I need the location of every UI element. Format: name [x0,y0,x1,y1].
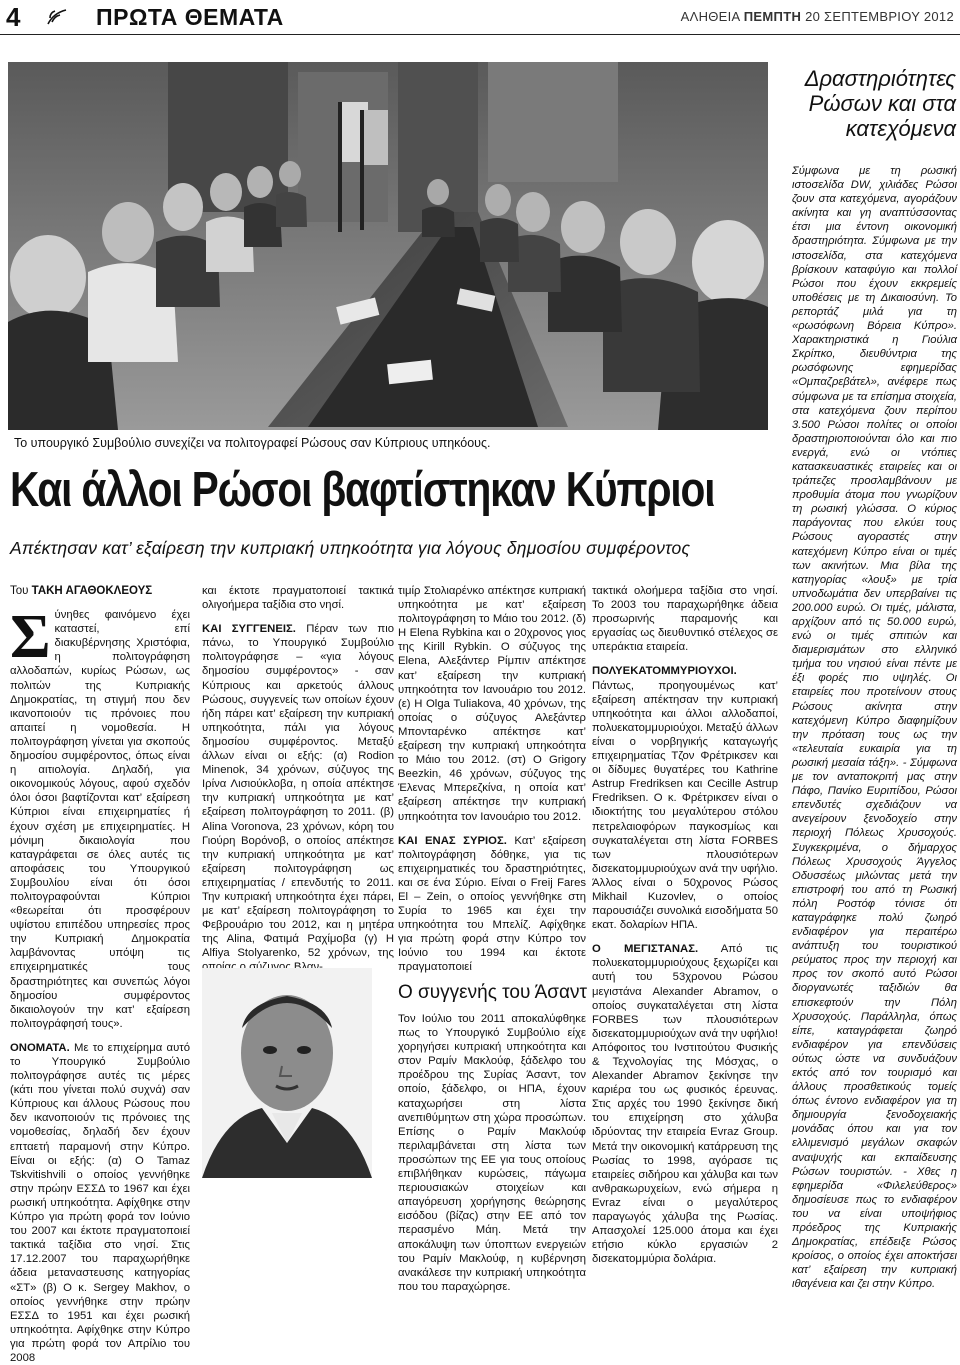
relatives-text: Πέραν των πιο πάνω, το Υπουργικό Συμβούλιο πολιτογράφησε – «για λόγους δημοσίου συμφέροντος» - σαν Κύπριους και αρκετούς άλλους Ρώσους, συγγενείς των οποίων έχουν ήδη πάρει κατ’ εξαίρεση την κυπριακή υπηκοότητα, πάλι για λόγους δημοσίου συμφέροντος. Μεταξύ άλλων είναι οι εξής: (α) Rodion Minenok, 34 χρόνων, σύζυγος της Ιρίνα Λισιούκλοβα, η οποία απέκτησε την κυπριακή υπηκοότητα με κατ’ εξαίρεση πολιτογράφηση το 2011. (β) Alina Voronova, 23 χρόνων, κόρη του Γιούρη Βορόνοβ, ο οποίος απέκτησε την κυπριακή υπηκοότητα με κατ’ εξαίρεση πολιτογράφηση ως επιχειρηματίας / επενδυτής το 2011. Την κυπριακή υπηκοότητα έχει πάρει, με κατ’ εξαίρεση πολιτογράφηση το Φεβρουάριο του 2012, και η μητέρα της Alina, Φατιμά Ραχίμοβα (γ) Η Alfiya Stolyarenko, 52 χρόνων, της [202,623,395,960]
subheading-syrian: ΚΑΙ ΕΝΑΣ ΣΥΡΙΟΣ. [398,834,507,847]
header-rule [0,34,960,35]
byline [10,584,190,598]
col3-lead: τιμίρ Στολιαρένκο απέκτησε κυπριακή υπηκοότητα με κατ’ εξαίρεση πολιτογράφηση το Μάιο του 2012. (δ) Η Elena Rybkina και ο 20χρονος γιος της Kirill Rybkin. Ο σύζυγος της Elena, Αλεξάντερ Ρίμπιν απέκτησε κατ’ εξαίρεση την κυπριακή υπηκοότητα τον Ιανουάριο του 2012. (ε) Η Olga Tuliakova, 40 χρόνων, της οποίας ο σύζυγος Αλεξάντερ Μπονταρένκο απέκτησε κατ’ εξαίρεση την κυπριακή υπηκοότητα το Μάιο του 2012. (στ) O Grigory Beezkin, 46 χρόνων, σύζυγος της Έλενας Μπερεζκίνα, η οποία κατ’ εξαίρεση απέκτησε την κυπριακή υπηκοότητα τον Ιανουάριο του 2012. [398,585,586,823]
intro-text: ύνηθες φαινόμενο έχει καταστεί, επί διακυβέρνησης Χριστόφια, η πολιτογράφηση αλλοδαπών, κυρίως Ρώσων, ως πολιτών της Κυπριακής Δημοκρατίας, τη στιγμή που δεν ικανοποιούν τις πρόνοιες που απαιτεί η νομοθεσία. Η πολιτογράφηση γίνεται για σκοπούς δημοσίου συμφέροντος, όπως είναι η αιτιολογία. Δηλαδή, για οικονομικούς λόγους, αφού σχεδόν όλοι όσοι βαφτίζονται κατ’ εξαίρεση Κύπριοι είναι επιχειρηματίες ή έχουν σχέση με επιχειρηματίες. Η μόνιμη δικαιολογία που καταγράφεται σε όλες αυτές τις αποφάσεις του Υπουργικού Συμβουλίου είναι ότι όσοι πολιτογραφούνται Κύπριοι «θεωρείται ότι προσφέρουν υψίστου επιπέδου υπηρεσίες προς την Κυπριακή Δημοκρατία λαμβάνοντας υπόψη τις επιχειρηματικές τους δραστηριότητες και συνεπώς λόγοι δημοσίου συμφέροντος δικαιολογούν την κατ’ εξαίρεση πολιτογράφησή τους». [10,609,190,1030]
weekday: ΠΕΜΠΤΗ [743,9,802,24]
dateline [681,9,954,24]
millionaires-text: Πάντως, προηγουμένως κατ’ εξαίρεση απέκτησαν την κυπριακή υπηκοότητα και άλλοι αλλοδαποί, πολυεκατομμυριούχοι. Μεταξύ άλλων είναι ο νορβηγικής καταγωγής επιχειρηματίας Τζον Φρέτρικσεν και οι δίδυμες θυγατέρες του Kathrine Astrup Fredriksen και Cecille Astrup Fredriksen. Ο κ. Φρέτρικσεν είναι ο ιδιοκτήτης του μεγαλύτερου στόλου πετρελαιοφόρων παγκοσμίως και συγκαταλέγεται στη λίστα FORBES των πλουσιότερων δισεκατομμυριούχων ανά την υφήλιο. Άλλος είναι ο 50χρονος Ρώσος Mikhail Kuzovlev, ο οποίος παρουσιάζει συνολικά εισοδήματα 50 εκατ. δολαρίων ΗΠΑ. [592,679,779,932]
subheading-tycoon: Ο ΜΕΓΙΣΤΑΝΑΣ. [592,943,699,956]
col4-lead: τακτικά ολοήμερα ταξίδια στο νησί. Το 2003 του παραχωρήθηκε άδεια προσωρινής παραμονής και εργασίας ως διευθυντικό στέλεχος σε υπεράκτια εταιρεία. [592,585,778,654]
syrian-paragraph [398,834,586,975]
article-column-2 [202,584,394,975]
section-title: ΠΡΩΤΑ ΘΕΜΑΤΑ [96,4,284,30]
tycoon-text: Από τις πολυεκατομμυριούχους ξεχωρίζει και αυτή του 53χρονου Ρώσου μεγιστάνα Alexander Abramov, ο οποίος συγκαταλέγεται στη λίστα FORBES των πλουσιότερων δισεκατομμυριούχων ανά την υφήλιο! Απόφοιτος του Ινστιτούτου Φυσικής & Τεχνολογίας της Μόσχας, ο Alexander Abramov ξεκίνησε την καριέρα του ως φυσικός έρευνας. Στις αρχές του 1990 ξεκίνησε δική του επιχείρηση στο χάλυβα ιδρύοντας την εταιρεία Evraz Group. Μετά την οικονομική κατάρρευση της Ρωσίας το 1998, αγόρασε τις εταιρείες σιδήρου και χάλυβα και των ανθρακωρυχείων, ενώ σήμερα η Evraz είναι ο μεγαλύτερος παραγωγός χάλυβα της Ρωσίας. Απασχολεί 125.000 άτομα και έχει ετήσιο κύκλο εργασιών 2 δισεκατομμύρια δολάρια. [592,943,779,1266]
photo-caption: Το υπουργικό Συμβούλιο συνεχίζει να πολιτογραφεί Ρώσους σαν Κύπριους υπηκόους. [14,436,491,450]
intro-paragraph [10,603,190,1031]
page-number: 4 [6,2,21,32]
byline-prefix: Του [10,585,29,597]
subheading-millionaires: ΠΟΛΥΕΚΑΤΟΜΜΥΡΙΟΥΧΟΙ. [592,665,737,678]
relatives-paragraph [202,622,394,974]
millionaires-paragraph [592,664,778,932]
box-title: Ο συγγενής του Άσαντ [398,982,587,1003]
drop-cap: Σ [10,603,51,672]
sidebar-title: Δραστηριότητες Ρώσων και στα κατεχόμενα [804,66,956,141]
issue-date: 20 ΣΕΠΤΕΜΒΡΙΟΥ 2012 [805,9,954,24]
paper-name: ΑΛΗΘΕΙΑ [680,9,740,24]
subheading-relatives: ΚΑΙ ΣΥΓΓΕΝΕΙΣ. [202,623,296,636]
syrian-text: Κατ’ εξαίρεση πολιτογράφηση δόθηκε, για τις επιχειρηματικές του δραστηριότητες, και σε ένα Σύριο. Είναι ο Freij Fares El – Zein, ο οποίος γεννήθηκε στη Συρία το 1965 και έχει την υπηκοότητα του Μπελίζ. Αφίχθηκε για πρώτη φορά στην Κύπρο τον Ιούνιο του 1994 και έκτοτε πραγματοποιεί [398,834,586,974]
headline: Και άλλοι Ρώσοι βαφτίστηκαν Κύπριοι [10,463,715,517]
palm-leaf-icon [44,6,70,28]
subheading-names: ΟΝΟΜΑΤΑ. [10,1041,70,1054]
col2-lead: και έκτοτε πραγματοποιεί τακτικά ολιγοήμερα ταξίδια στο νησί. [202,585,394,612]
names-text: Με το επιχείρημα αυτό το Υπουργικό Συμβούλιο πολιτογράφησε αυτές τις μέρες (κάτι που γίνεται πολύ συχνά) σαν Κύπριους και άλλους Ρώσους που δεν ικανοποιούν τις πρόνοιες της νομοθεσίας, δηλαδή δεν έχουν επταετή παραμονή στην Κύπρο. Είναι οι εξής: (α) O Tamaz Tskvitishvili ο οποίος γεννήθηκε στην πρώην ΕΣΣΔ το 1967 και έχει ρωσική υπηκοότητα. Αφίχθηκε στην Κύπρο για πρώτη φορά τον Ιούνιο του 2007 και έκτοτε πραγματοποιεί τακτικά ταξίδια στο νησί. Στις 17.12.2007 του παραχωρήθηκε άδεια μεταναστευσης κατηγορίας «ΣΤ» (β) O κ. Sergey Makhov, ο οποίος γεννήθηκε στην πρώην ΕΣΣΔ το 1951 και έχει ρωσική υπηκοότητα. Αφίχθηκε στην Κύπρο για πρώτη φορά τον Απρίλιο του 2008 [10,1041,191,1364]
assad-portrait-photo [202,968,372,1178]
tycoon-paragraph [592,942,778,1266]
article-column-3 [398,584,586,975]
page-header [0,0,960,36]
names-paragraph [10,1041,190,1365]
article-column-4 [592,584,778,1266]
subheadline: Απέκτησαν κατ’ εξαίρεση την κυπριακή υπηκοότητα για λόγους δημοσίου συμφέροντος [10,538,691,558]
cabinet-meeting-photo [8,62,768,430]
box-body: Τον Ιούλιο του 2011 αποκαλύφθηκε πως το Υπουργικό Συμβούλιο είχε χορηγήσει κυπριακή υπηκοότητα και στον Ραμίν Μακλούφ, ξάδελφο του προέδρου της Συρίας Άσαντ, τον οποίο, ξάδελφο, οι ΗΠΑ, έχουν καταχωρήσει στη λίστα ανεπιθύμητων στη χώρα προσώπων. Επίσης ο Ραμίν Μακλούφ περιλαμβάνεται στη λίστα των προσώπων της ΕΕ για τους οποίους επιβλήθηκαν κυρώσεις, πάγωμα περιουσιακών στοιχείων και απαγόρευση χορήγησης θεώρησης εισόδου (βίζας) στην ΕΕ από τον περασμένο Μάη. Μετά την αποκάλυψη των ύποπτων ενεργειών του Ραμίν Μακλούφ, η κυβέρνηση ανακάλεσε την κυπριακή υπηκοότητα που του παραχώρησε. [398,1013,586,1293]
sidebar-body: Σύμφωνα με τη ρωσική ιστοσελίδα DW, χιλιάδες Ρώσοι ζουν στα κατεχόμενα, αγοράζουν ακίνητα και γη αναπτύσσοντας έτσι μια έντονη οικονομική δραστηριότητα. Σύμφωνα με την ιστοσελίδα, στα κατεχόμενα βρίσκουν καταφύγιο και πολλοί Ρώσοι που έχουν εκκρεμείς υποθέσεις με τη Δικαιοσύνη. Το ρεπορτάζ μιλά για τη «ρωσόφωνη Βόρεια Κύπρο». Χαρακτηριστικά η Γιούλια Σκρίπκο, διευθύντρια της ρωσόφωνης εφημερίδας «Ομπαζρεβάτελ», ανέφερε πως σύμφωνα με τα επίσημα στοιχεία, στα κατεχόμενα ζουν περίπου 3.500 Ρώσοι πολίτες οι οποίοι δραστηριοποιούνται όλο και πιο ενεργά, ενώ οι ντόπιες κατασκευαστικές εταιρείες και οι τράπεζες προσλαμβάνουν με προθυμία άτομα που γνωρίζουν τη ρωσική γλώσσα. Ο κύριος παράγοντας που ελκύει τους Ρώσους αγοραστές στην κατεχόμενη Κύπρο είναι οι τιμές των ακινήτων. Μια βίλα της κατηγορίας «λουξ» με τρία υπνοδωμάτια δεν υπερβαίνει τις 200.000 ευρώ. Οι τιμές, μάλιστα, αρχίζουν από τις 50.000 ευρώ, ενώ οι τιμές σπιτιών και διαμερισμάτων στο ελληνικό τμήμα του νησιού είναι πέντε με έξι φορές πιο υψηλές. Οι εταιρείες που προτείνουν στους Ρώσους ακίνητα στην κατεχόμενη Κύπρο διαφημίζουν την πρόταση τους ως την «τελευταία ευκαιρία για τη ρωσική μεσαία τάξη». - Σύμφωνα με τον ανταποκριτή μας στην Πάφο, Πανίκο Ευριπίδου, Ρώσοι επενδυτές σχεδιάζουν να ανεγείρουν ξενοδοχείο στην περιοχή Πόλεως Χρυσοχούς. Συγκεκριμένα, ο δήμαρχος Πόλεως Χρυσοχούς Άγγελος Οδυσσέως μιλώντας μετά την επιστροφή του από τη Ρωσική πόλη Ροστόφ τόνισε ότι καταγράφηκε πολύ ζωηρό ενδιαφέρον για περαιτέρω ανάπτυξη του τουριστικού ρεύματος προς την περιοχή και προς τον σκοπό αυτό Ρώσοι διοργανωτές ταξιδιών θα επισκεφτούν την Πόλη Χρυσοχούς. Παράλληλα, όπως είπε, καταγράφεται ζωηρό ενδιαφέρον για επενδύσεις ούτως ώστε να συνδυάζουν εκτός από τον τουρισμό και άλλους προσθετικούς τομείς όπως έντονο ενδιαφέρον για τη δημιουργία ξενοδοχειακής μονάδας όπου και για τον ελλιμενισμό μεγάλων σκαφών αναψυχής και εκπαίδευσης Ρώσων τουριστών. - Χθες η εφημερίδα «Φιλελεύθερος» δημοσίευσε πως το ενδιαφέρον του να είναι υποψήφιος πρόεδρος της Κυπριακής Δημοκρατίας, επέδειξε Ρώσος κροίσος, ο οποίος έχει αποκτήσει κατ’ εξαίρεση την κυπριακή ιθαγένεια και ζει στην Κύπρο. [792,165,957,1291]
article-column-1 [10,584,190,1365]
byline-author: ΤΑΚΗ ΑΓΑΘΟΚΛΕΟΥΣ [31,585,153,597]
